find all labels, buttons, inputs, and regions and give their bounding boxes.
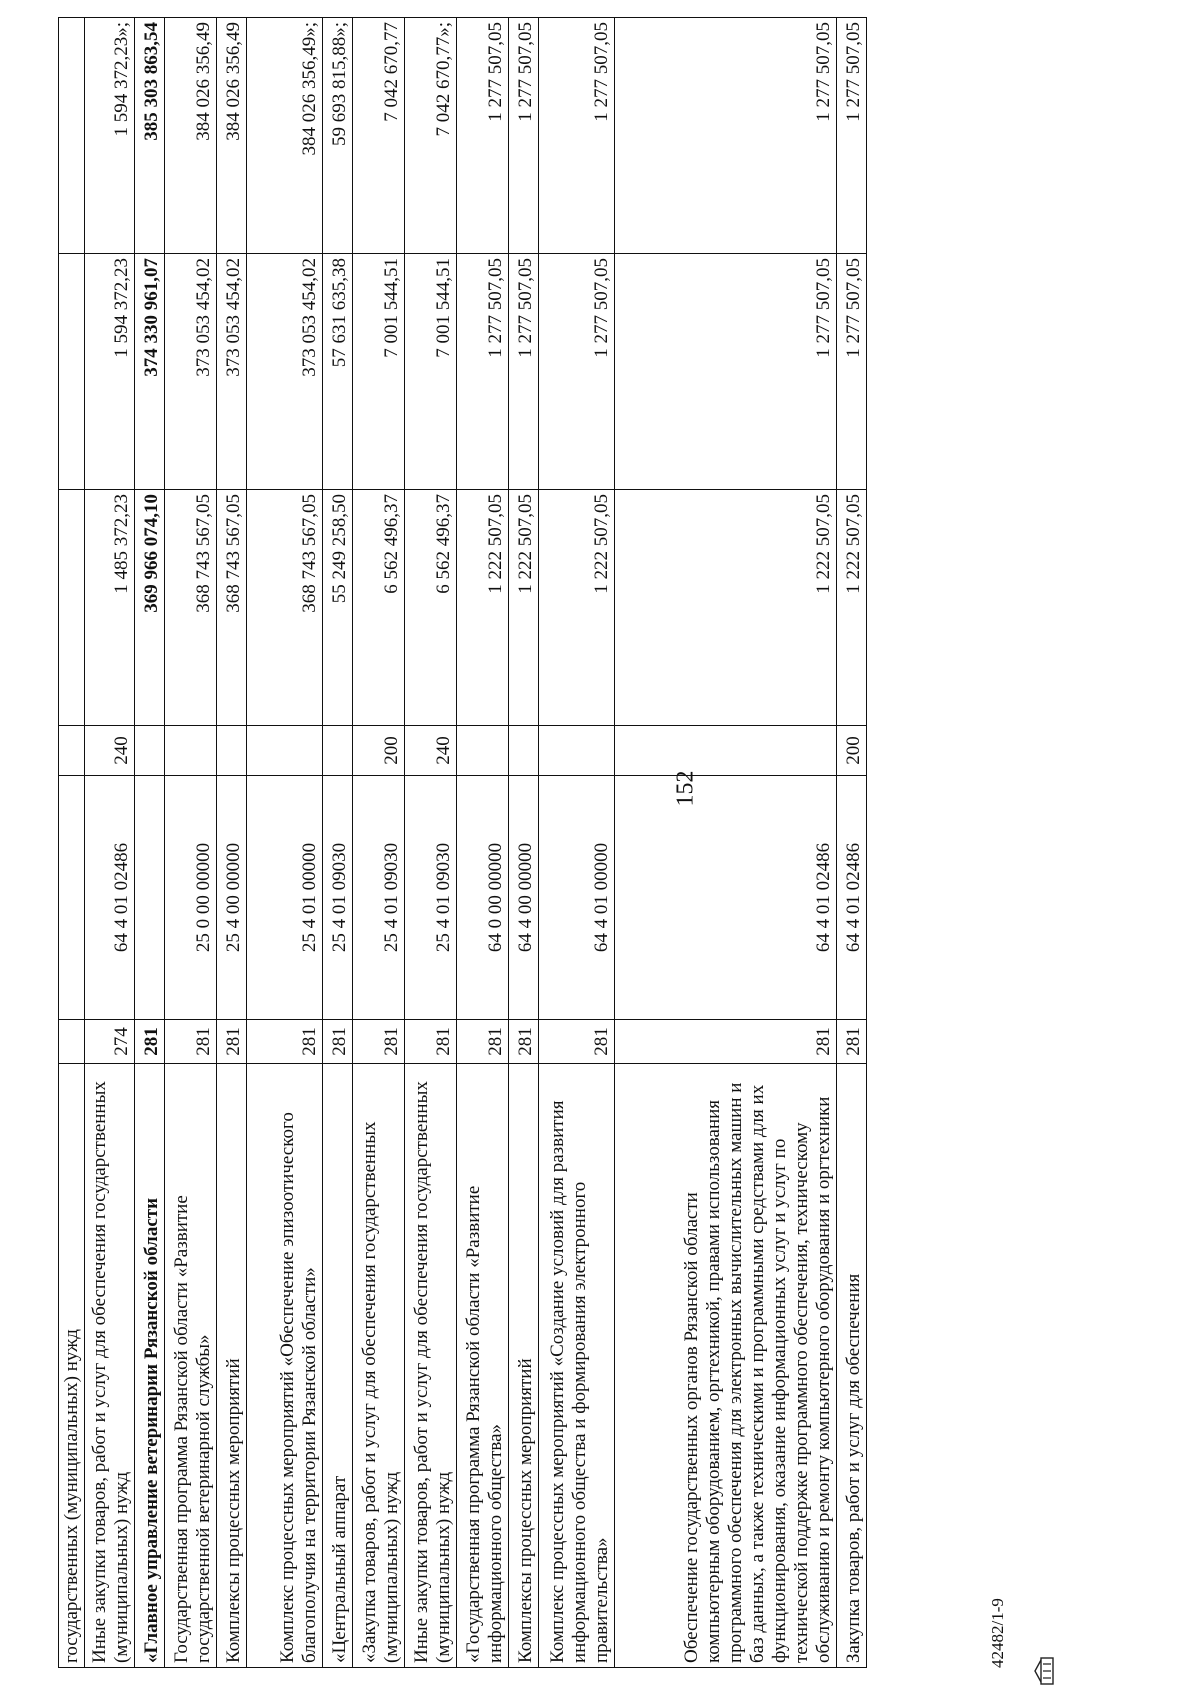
cell-grbs: 281 bbox=[509, 1020, 539, 1064]
table-row bbox=[837, 18, 867, 1668]
cell-target-article: 64 0 00 00000 bbox=[457, 776, 509, 1020]
cell-grbs bbox=[59, 1020, 85, 1064]
cell-grbs: 281 bbox=[135, 1020, 165, 1064]
cell-grbs: 281 bbox=[615, 1020, 837, 1064]
cell-amount-year-3: 1 277 507,05 bbox=[615, 18, 837, 254]
cell-name: Обеспечение государственных органов Рязанской области компьютерным оборудованием, оргтехникой, правами использования программного обеспечения для электронных вычислительных машин и баз данных, а также техническими и программными средствами для их функционирования, оказание информационных услуг и услуг по технической поддержке программного обеспечения, техническому обслуживанию и ремонту компьютерного оборудования и оргтехники bbox=[615, 1064, 837, 1668]
cell-amount-year-3: 59 693 815,88»; bbox=[323, 18, 353, 254]
cell-amount-year-2: 1 277 507,05 bbox=[457, 254, 509, 490]
cell-amount-year-2: 373 053 454,02 bbox=[165, 254, 217, 490]
document-code: 42482/1-9 bbox=[988, 1598, 1007, 1668]
cell-amount-year-2: 7 001 544,51 bbox=[353, 254, 405, 490]
cell-amount-year-2: 1 277 507,05 bbox=[615, 254, 837, 490]
cell-target-article: 25 4 01 09030 bbox=[405, 776, 457, 1020]
cell-amount-year-3: 384 026 356,49 bbox=[165, 18, 217, 254]
cell-name: Комплексы процессных мероприятий bbox=[217, 1064, 247, 1668]
cell-target-article: 25 4 01 00000 bbox=[247, 776, 323, 1020]
cell-expense-type bbox=[615, 726, 837, 776]
cell-grbs: 281 bbox=[165, 1020, 217, 1064]
cell-expense-type bbox=[135, 726, 165, 776]
cell-grbs: 281 bbox=[405, 1020, 457, 1064]
cell-amount-year-1: 369 966 074,10 bbox=[135, 490, 165, 726]
cell-grbs: 281 bbox=[323, 1020, 353, 1064]
cell-amount-year-2: 1 277 507,05 bbox=[509, 254, 539, 490]
cell-target-article: 64 4 01 02486 bbox=[85, 776, 135, 1020]
cell-target-article: 64 4 01 02486 bbox=[837, 776, 867, 1020]
cell-amount-year-2 bbox=[59, 254, 85, 490]
table-row bbox=[539, 18, 615, 1668]
table-row bbox=[615, 18, 837, 1668]
cell-amount-year-3: 7 042 670,77 bbox=[353, 18, 405, 254]
cell-expense-type: 200 bbox=[837, 726, 867, 776]
cell-amount-year-2: 7 001 544,51 bbox=[405, 254, 457, 490]
cell-amount-year-1: 368 743 567,05 bbox=[217, 490, 247, 726]
cell-name: государственных (муниципальных) нужд bbox=[59, 1064, 85, 1668]
cell-amount-year-2: 57 631 635,38 bbox=[323, 254, 353, 490]
cell-expense-type bbox=[165, 726, 217, 776]
cell-amount-year-3: 1 594 372,23»; bbox=[85, 18, 135, 254]
cell-grbs: 281 bbox=[217, 1020, 247, 1064]
budget-table bbox=[58, 17, 867, 1668]
cell-expense-type: 200 bbox=[353, 726, 405, 776]
cell-amount-year-2: 373 053 454,02 bbox=[247, 254, 323, 490]
cell-amount-year-2: 374 330 961,07 bbox=[135, 254, 165, 490]
cell-expense-type: 240 bbox=[85, 726, 135, 776]
cell-amount-year-1: 55 249 258,50 bbox=[323, 490, 353, 726]
cell-name: Иные закупки товаров, работ и услуг для обеспечения государственных (муниципальных) нужд bbox=[405, 1064, 457, 1668]
cell-amount-year-2: 1 594 372,23 bbox=[85, 254, 135, 490]
table-row bbox=[59, 18, 85, 1668]
cell-amount-year-1: 1 222 507,05 bbox=[509, 490, 539, 726]
cell-expense-type: 240 bbox=[405, 726, 457, 776]
table-row bbox=[323, 18, 353, 1668]
cell-name: Государственная программа Рязанской области «Развитие государственной ветеринарной службы» bbox=[165, 1064, 217, 1668]
cell-amount-year-2: 1 277 507,05 bbox=[539, 254, 615, 490]
cell-amount-year-1: 1 222 507,05 bbox=[457, 490, 509, 726]
cell-amount-year-3: 7 042 670,77»; bbox=[405, 18, 457, 254]
cell-target-article: 64 4 01 02486 bbox=[615, 776, 837, 1020]
cell-name: «Главное управление ветеринарии Рязанской области bbox=[135, 1064, 165, 1668]
cell-expense-type bbox=[457, 726, 509, 776]
cell-expense-type bbox=[509, 726, 539, 776]
cell-expense-type bbox=[323, 726, 353, 776]
table-row bbox=[509, 18, 539, 1668]
cell-amount-year-3: 1 277 507,05 bbox=[837, 18, 867, 254]
cell-amount-year-3: 384 026 356,49»; bbox=[247, 18, 323, 254]
cell-amount-year-3: 385 303 863,54 bbox=[135, 18, 165, 254]
cell-amount-year-1: 1 222 507,05 bbox=[615, 490, 837, 726]
cell-amount-year-2: 1 277 507,05 bbox=[837, 254, 867, 490]
cell-amount-year-1: 6 562 496,37 bbox=[405, 490, 457, 726]
cell-grbs: 281 bbox=[457, 1020, 509, 1064]
cell-target-article: 64 4 01 00000 bbox=[539, 776, 615, 1020]
cell-name: Иные закупки товаров, работ и услуг для обеспечения государственных (муниципальных) нужд bbox=[85, 1064, 135, 1668]
cell-target-article bbox=[135, 776, 165, 1020]
rotated-document-page bbox=[58, 18, 1073, 1668]
table-row bbox=[247, 18, 323, 1668]
cell-expense-type bbox=[59, 726, 85, 776]
publisher-logo-icon bbox=[1033, 1656, 1055, 1686]
cell-grbs: 274 bbox=[85, 1020, 135, 1064]
cell-grbs: 281 bbox=[353, 1020, 405, 1064]
table-row bbox=[217, 18, 247, 1668]
cell-target-article: 25 4 01 09030 bbox=[353, 776, 405, 1020]
cell-amount-year-3 bbox=[59, 18, 85, 254]
cell-amount-year-1: 1 485 372,23 bbox=[85, 490, 135, 726]
cell-amount-year-1: 1 222 507,05 bbox=[837, 490, 867, 726]
cell-target-article bbox=[59, 776, 85, 1020]
cell-amount-year-3: 384 026 356,49 bbox=[217, 18, 247, 254]
cell-amount-year-1: 368 743 567,05 bbox=[165, 490, 217, 726]
cell-expense-type bbox=[539, 726, 615, 776]
table-row bbox=[457, 18, 509, 1668]
table-row bbox=[353, 18, 405, 1668]
cell-amount-year-1: 368 743 567,05 bbox=[247, 490, 323, 726]
cell-amount-year-1: 1 222 507,05 bbox=[539, 490, 615, 726]
table-row bbox=[405, 18, 457, 1668]
cell-expense-type bbox=[217, 726, 247, 776]
cell-target-article: 25 4 00 00000 bbox=[217, 776, 247, 1020]
cell-name: Комплексы процессных мероприятий bbox=[509, 1064, 539, 1668]
cell-name: Комплекс процессных мероприятий «Обеспечение эпизоотического благополучия на территории Рязанской области» bbox=[247, 1064, 323, 1668]
table-row bbox=[135, 18, 165, 1668]
page-number: 152 bbox=[672, 770, 699, 807]
cell-name: Закупка товаров, работ и услуг для обеспечения bbox=[837, 1064, 867, 1668]
cell-target-article: 25 4 01 09030 bbox=[323, 776, 353, 1020]
cell-amount-year-1 bbox=[59, 490, 85, 726]
table-row bbox=[85, 18, 135, 1668]
cell-expense-type bbox=[247, 726, 323, 776]
cell-amount-year-2: 373 053 454,02 bbox=[217, 254, 247, 490]
cell-grbs: 281 bbox=[247, 1020, 323, 1064]
cell-amount-year-3: 1 277 507,05 bbox=[509, 18, 539, 254]
cell-name: «Центральный аппарат bbox=[323, 1064, 353, 1668]
table-row bbox=[165, 18, 217, 1668]
cell-grbs: 281 bbox=[837, 1020, 867, 1064]
cell-name: Комплекс процессных мероприятий «Создание условий для развития информационного общества и формирования электронного правительства» bbox=[539, 1064, 615, 1668]
cell-name: «Государственная программа Рязанской области «Развитие информационного общества» bbox=[457, 1064, 509, 1668]
cell-target-article: 64 4 00 00000 bbox=[509, 776, 539, 1020]
cell-amount-year-3: 1 277 507,05 bbox=[539, 18, 615, 254]
cell-amount-year-1: 6 562 496,37 bbox=[353, 490, 405, 726]
cell-name: «Закупка товаров, работ и услуг для обеспечения государственных (муниципальных) нужд bbox=[353, 1064, 405, 1668]
cell-amount-year-3: 1 277 507,05 bbox=[457, 18, 509, 254]
cell-target-article: 25 0 00 00000 bbox=[165, 776, 217, 1020]
cell-grbs: 281 bbox=[539, 1020, 615, 1064]
